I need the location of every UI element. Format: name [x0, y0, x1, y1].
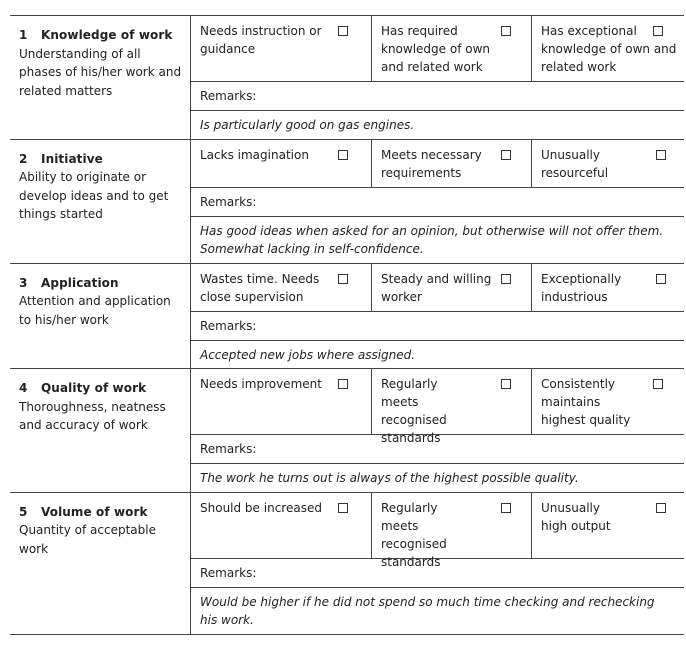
criterion-name: Volume of work: [41, 504, 148, 519]
option-1: Needs improvement: [191, 369, 372, 434]
criterion-name: Initiative: [41, 151, 103, 166]
criterion-number: 1: [19, 28, 28, 42]
checkbox[interactable]: [338, 379, 348, 389]
option-2: Has required knowledge of own and related work: [372, 16, 532, 81]
criterion-title: [19, 379, 174, 398]
checkbox[interactable]: [656, 150, 666, 160]
criterion-title: [19, 26, 184, 45]
option-1: Should be increased: [191, 493, 372, 558]
option-2: Regularly meets recognised standards: [372, 369, 532, 434]
remarks-text: Accepted new jobs where assigned.: [200, 347, 416, 362]
criterion-number: 2: [19, 151, 28, 166]
remarks-text: Has good ideas when asked for an opinion, but otherwise will not offer them. Somewhat lacking in self-confidence.: [200, 223, 664, 256]
checkbox[interactable]: [656, 274, 666, 284]
section-knowledge-of-work: [10, 15, 684, 140]
remarks-label: Remarks:: [191, 188, 684, 217]
criterion-description: Understanding of all phases of his/her work and related matters: [19, 46, 182, 98]
criterion-name: Knowledge of work: [41, 28, 173, 42]
criterion-cell: [10, 140, 191, 263]
criterion-cell: [10, 493, 191, 634]
section-quality-of-work: [10, 369, 684, 493]
option-1: Lacks imagination: [191, 140, 372, 187]
section-volume-of-work: [10, 493, 684, 635]
criterion-number: 3: [19, 275, 28, 290]
option-3: Consistently maintains highest quality: [532, 369, 684, 434]
checkbox[interactable]: [501, 503, 511, 513]
criterion-description: Quantity of acceptable work: [19, 523, 156, 556]
checkbox[interactable]: [338, 150, 348, 160]
remarks-label: Remarks:: [191, 559, 684, 588]
criterion-title: [19, 503, 160, 522]
checkbox[interactable]: [653, 379, 663, 389]
option-3: Unusually resourceful: [532, 140, 684, 187]
remarks-label: Remarks:: [191, 312, 684, 341]
criterion-description: Thoroughness, neatness and accuracy of work: [19, 399, 166, 432]
checkbox[interactable]: [656, 503, 666, 513]
checkbox[interactable]: [501, 379, 511, 389]
criterion-cell: [10, 16, 191, 139]
option-1: Needs instruction or guidance: [191, 16, 372, 81]
option-3: Has exceptional knowledge of own and related work: [541, 24, 677, 74]
appraisal-form: [10, 15, 684, 635]
criterion-description: Attention and application to his/her work: [19, 294, 171, 327]
remarks-text: Is particularly good on gas engines.: [200, 118, 415, 132]
remarks-label: Remarks:: [191, 82, 684, 111]
checkbox[interactable]: [338, 503, 348, 513]
criterion-number: 5: [19, 504, 28, 519]
checkbox[interactable]: [653, 26, 663, 36]
option-3: Unusually high output: [532, 493, 684, 558]
option-2: Steady and willing worker: [372, 264, 532, 311]
remarks-text: The work he turns out is always of the highest possible quality.: [200, 471, 579, 485]
checkbox[interactable]: [338, 274, 348, 284]
criterion-description: Ability to originate or develop ideas and to get things started: [19, 170, 169, 221]
option-1: Wastes time. Needs close supervision: [191, 264, 372, 311]
option-3: Exceptionally industrious: [532, 264, 684, 311]
section-initiative: [10, 140, 684, 264]
criterion-title: [19, 274, 178, 293]
criterion-name: Application: [41, 275, 119, 290]
criterion-number: 4: [19, 381, 28, 395]
criterion-title: [19, 150, 190, 169]
remarks-text: Would be higher if he did not spend so much time checking and rechecking his work.: [200, 594, 655, 627]
checkbox[interactable]: [338, 26, 348, 36]
option-2: Meets necessary requirements: [372, 140, 532, 187]
criterion-cell: [10, 264, 191, 369]
section-application: [10, 264, 684, 370]
criterion-cell: [10, 369, 191, 492]
checkbox[interactable]: [501, 26, 511, 36]
option-2: Regularly meets recognised standards: [372, 493, 532, 558]
checkbox[interactable]: [501, 150, 511, 160]
checkbox[interactable]: [501, 274, 511, 284]
remarks-label: Remarks:: [191, 435, 684, 464]
criterion-name: Quality of work: [41, 381, 147, 395]
